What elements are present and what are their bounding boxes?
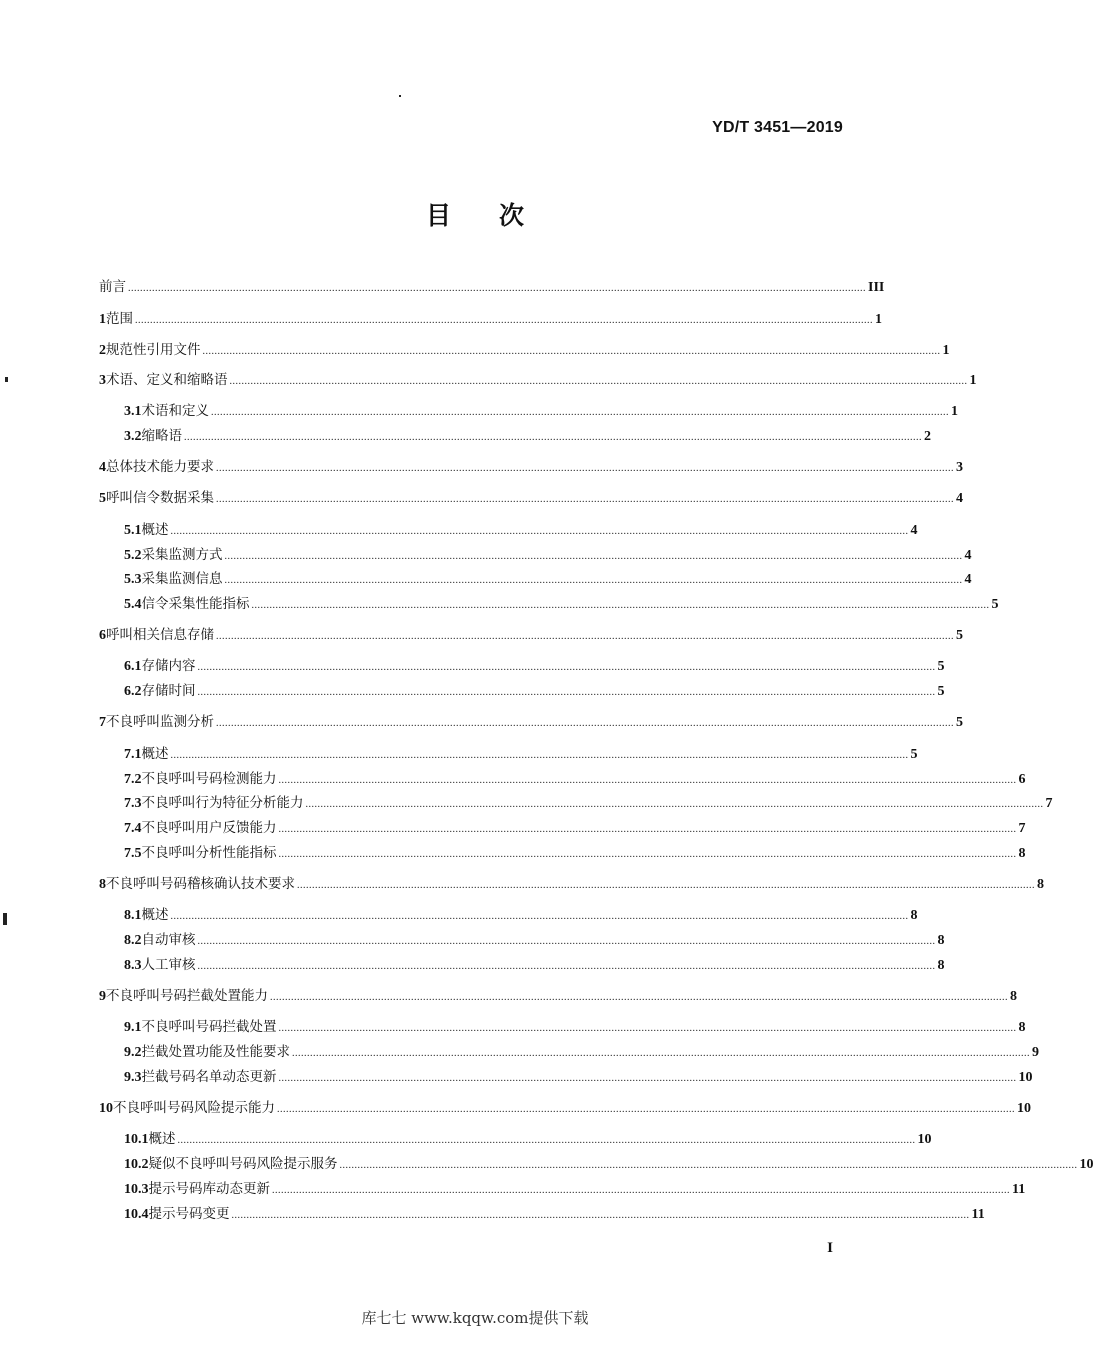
toc-entry-number: 1 [99,312,106,327]
toc-entry[interactable] [124,1130,932,1148]
toc-entry[interactable] [124,546,972,564]
toc-entry-title: 不良呼叫行为特征分析能力 [141,795,304,811]
toc-entry-title: 存储内容 [141,658,196,674]
toc-entry-page: 8 [1018,1020,1026,1035]
toc-dot-leader: ...................................................................................................................................................................................................................................................... [170,750,909,761]
toc-entry[interactable] [99,310,882,328]
toc-entry-page: 5 [956,628,963,643]
toc-entry-number: 8.3 [124,958,142,973]
toc-entry-number: 7.2 [124,772,142,787]
toc-dot-leader: ...................................................................................................................................................................................................................................................... [278,1073,1017,1084]
toc-dot-leader: ...................................................................................................................................................................................................................................................... [170,526,909,537]
toc-entry-page: 8 [1018,846,1026,861]
toc-dot-leader: ...................................................................................................................................................................................................................................................... [270,992,1008,1003]
toc-entry[interactable] [124,402,958,420]
toc-entry-title: 采集监测信息 [141,571,223,587]
page-number: I [827,1240,833,1256]
toc-entry-number: 9 [99,989,106,1004]
toc-entry[interactable] [99,278,885,296]
toc-dot-leader: ...................................................................................................................................................................................................................................................... [278,824,1017,835]
toc-dot-leader: ...................................................................................................................................................................................................................................................... [272,1185,1010,1196]
toc-entry[interactable] [99,713,963,731]
toc-entry-number: 7.1 [124,747,142,762]
toc-entry-page: 9 [1032,1045,1039,1060]
toc-entry-title: 拦截处置功能及性能要求 [141,1044,290,1060]
toc-dot-leader: ...................................................................................................................................................................................................................................................... [224,551,963,562]
toc-entry-page: 4 [910,523,918,538]
toc-dot-leader: ...................................................................................................................................................................................................................................................... [170,911,909,922]
toc-entry-title: 概述 [141,746,169,762]
toc-dot-leader: ...................................................................................................................................................................................................................................................... [211,407,949,418]
toc-entry-page: III [868,280,885,295]
toc-entry-page: 8 [937,958,945,973]
toc-dot-leader: ...................................................................................................................................................................................................................................................... [278,1023,1017,1034]
toc-entry-title: 规范性引用文件 [106,342,201,358]
toc-entry[interactable] [124,570,972,588]
toc-dot-leader: ...................................................................................................................................................................................................................................................... [297,880,1035,891]
toc-entry[interactable] [124,657,945,675]
toc-entry-page: 4 [964,572,972,587]
toc-entry[interactable] [124,844,1026,862]
toc-entry-title: 缩略语 [141,428,182,444]
toc-dot-leader: ...................................................................................................................................................................................................................................................... [177,1135,916,1146]
toc-entry-number: 8.2 [124,933,142,948]
toc-entry-number: 10.3 [124,1182,149,1197]
toc-entry-title: 采集监测方式 [141,547,223,563]
toc-dot-leader: ...................................................................................................................................................................................................................................................... [197,961,936,972]
toc-entry-page: 11 [971,1207,985,1222]
toc-entry-page: 7 [1045,796,1053,811]
toc-entry-page: 8 [910,908,918,923]
toc-entry-number: 3.1 [124,404,142,419]
toc-entry-number: 7 [99,715,106,730]
toc-entry-number: 5.4 [124,597,142,612]
toc-entry-page: 10 [1079,1157,1094,1172]
toc-entry-number: 3.2 [124,429,142,444]
scan-speck [399,95,401,97]
toc-entry-title: 范围 [106,311,133,327]
toc-entry-page: 7 [1018,821,1026,836]
toc-entry[interactable] [99,875,1044,893]
toc-dot-leader: ...................................................................................................................................................................................................................................................... [184,432,922,443]
toc-entry[interactable] [99,458,963,476]
toc-entry-number: 6 [99,628,106,643]
toc-dot-leader: ...................................................................................................................................................................................................................................................... [278,775,1017,786]
toc-entry[interactable] [124,1155,1094,1173]
toc-entry-number: 2 [99,343,106,358]
toc-dot-leader: ...................................................................................................................................................................................................................................................... [231,1210,970,1221]
toc-entry-page: 5 [956,715,963,730]
toc-entry[interactable] [99,489,963,507]
toc-entry-page: 1 [951,404,958,419]
toc-dot-leader: ...................................................................................................................................................................................................................................................... [128,283,866,294]
toc-entry-title: 概述 [141,522,169,538]
toc-entry[interactable] [124,931,945,949]
toc-entry[interactable] [124,427,931,445]
toc-dot-leader: ...................................................................................................................................................................................................................................................... [216,494,954,505]
toc-entry-page: 1 [942,343,950,358]
toc-entry-number: 10 [99,1101,113,1116]
toc-entry-page: 10 [917,1132,932,1147]
toc-entry-title: 概述 [148,1131,176,1147]
toc-entry-number: 10.4 [124,1207,149,1222]
toc-entry[interactable] [124,1043,1039,1061]
toc-entry-number: 7.5 [124,846,142,861]
toc-entry-page: 4 [956,491,963,506]
toc-entry[interactable] [124,682,945,700]
toc-entry-number: 5.1 [124,523,142,538]
toc-entry-title: 不良呼叫号码拦截处置能力 [106,988,268,1004]
toc-entry-title: 不良呼叫号码拦截处置 [141,1019,277,1035]
toc-entry-number: 10.2 [124,1157,149,1172]
toc-entry-title: 存储时间 [141,683,196,699]
toc-entry-page: 5 [910,747,918,762]
toc-entry-number: 8.1 [124,908,142,923]
toc-entry-page: 8 [1010,989,1017,1004]
toc-entry-title: 呼叫相关信息存储 [106,627,214,643]
toc-entry[interactable] [124,595,999,613]
toc-entry-number: 9.3 [124,1070,142,1085]
toc-dot-leader: ...................................................................................................................................................................................................................................................... [224,575,963,586]
toc-entry[interactable] [124,1180,1026,1198]
toc-entry[interactable] [99,626,963,644]
toc-entry-number: 5.2 [124,548,142,563]
toc-entry-page: 8 [937,933,945,948]
toc-entry-title: 不良呼叫监测分析 [106,714,214,730]
toc-dot-leader: ...................................................................................................................................................................................................................................................... [251,600,990,611]
toc-entry[interactable] [99,1099,1031,1117]
toc-dot-leader: ...................................................................................................................................................................................................................................................... [197,687,936,698]
toc-entry-page: 8 [1037,877,1044,892]
toc-entry-page: 6 [1018,772,1026,787]
toc-entry-title: 前言 [99,279,126,295]
toc-entry-number: 4 [99,460,106,475]
toc-entry[interactable] [124,1018,1026,1036]
toc-entry-page: 5 [937,659,945,674]
toc-entry[interactable] [124,906,918,924]
toc-entry-number: 9.1 [124,1020,142,1035]
toc-entry-page: 10 [1018,1070,1033,1085]
toc-entry-title: 概述 [141,907,169,923]
toc-entry-title: 不良呼叫分析性能指标 [141,845,277,861]
toc-entry[interactable] [99,371,977,389]
toc-dot-leader: ...................................................................................................................................................................................................................................................... [197,936,936,947]
toc-dot-leader: ...................................................................................................................................................................................................................................................... [197,662,936,673]
toc-entry[interactable] [99,341,950,359]
toc-entry-title: 信令采集性能指标 [141,596,250,612]
toc-entry-number: 9.2 [124,1045,142,1060]
toc-entry-number: 7.4 [124,821,142,836]
toc-dot-leader: ...................................................................................................................................................................................................................................................... [292,1048,1030,1059]
toc-entry-title: 自动审核 [141,932,196,948]
toc-entry-title: 不良呼叫号码检测能力 [141,771,277,787]
toc-entry-page: 10 [1017,1101,1031,1116]
toc-entry-title: 不良呼叫号码稽核确认技术要求 [106,876,295,892]
toc-entry-page: 1 [875,312,882,327]
standard-code: YD/T 3451—2019 [712,119,843,136]
toc-entry[interactable] [124,956,945,974]
toc-dot-leader: ...................................................................................................................................................................................................................................................... [216,631,954,642]
toc-entry-number: 3 [99,373,106,388]
toc-dot-leader: ...................................................................................................................................................................................................................................................... [278,849,1017,860]
toc-entry[interactable] [124,1205,985,1223]
toc-entry-title: 术语和定义 [141,403,209,419]
toc-entry-number: 6.1 [124,659,142,674]
toc-dot-leader: ...................................................................................................................................................................................................................................................... [277,1104,1015,1115]
toc-entry-number: 6.2 [124,684,142,699]
toc-entry-page: 5 [991,597,999,612]
toc-entry-title: 提示号码库动态更新 [148,1181,270,1197]
toc-entry-title: 疑似不良呼叫号码风险提示服务 [148,1156,338,1172]
toc-entry-title: 不良呼叫用户反馈能力 [141,820,277,836]
toc-dot-leader: ...................................................................................................................................................................................................................................................... [135,315,873,326]
toc-entry-title: 术语、定义和缩略语 [106,372,228,388]
toc-entry[interactable] [124,819,1026,837]
toc-entry-page: 3 [956,460,963,475]
toc-entry-title: 拦截号码名单动态更新 [141,1069,277,1085]
download-watermark: 库七七 www.kqqw.com提供下载 [361,1309,589,1327]
scan-speck [5,377,8,382]
toc-dot-leader: ...................................................................................................................................................................................................................................................... [202,346,941,357]
scan-speck [3,913,7,925]
toc-entry[interactable] [99,987,1017,1005]
page-title-char-1: 目 [425,201,451,230]
page-title [0,196,950,232]
toc-dot-leader: ...................................................................................................................................................................................................................................................... [216,463,954,474]
toc-entry-title: 呼叫信令数据采集 [106,490,214,506]
toc-entry-page: 11 [1012,1182,1026,1197]
toc-dot-leader: ...................................................................................................................................................................................................................................................... [339,1160,1078,1171]
toc-entry[interactable] [124,770,1026,788]
toc-entry-number: 8 [99,877,106,892]
toc-entry-title: 不良呼叫号码风险提示能力 [113,1100,275,1116]
toc-entry[interactable] [124,745,918,763]
toc-entry-page: 1 [969,373,977,388]
toc-entry-title: 人工审核 [141,957,196,973]
toc-dot-leader: ...................................................................................................................................................................................................................................................... [305,799,1044,810]
toc-entry-page: 2 [924,429,931,444]
toc-entry-number: 5.3 [124,572,142,587]
toc-entry-number: 10.1 [124,1132,149,1147]
toc-entry-title: 提示号码变更 [148,1206,230,1222]
toc-entry-page: 4 [964,548,972,563]
toc-entry[interactable] [124,521,918,539]
toc-entry-number: 7.3 [124,796,142,811]
toc-entry-page: 5 [937,684,945,699]
toc-entry-title: 总体技术能力要求 [106,459,214,475]
toc-dot-leader: ...................................................................................................................................................................................................................................................... [216,718,954,729]
toc-dot-leader: ...................................................................................................................................................................................................................................................... [229,376,968,387]
toc-entry[interactable] [124,794,1053,812]
toc-entry-number: 5 [99,491,106,506]
toc-entry[interactable] [124,1068,1033,1086]
page-title-char-2: 次 [499,201,525,230]
